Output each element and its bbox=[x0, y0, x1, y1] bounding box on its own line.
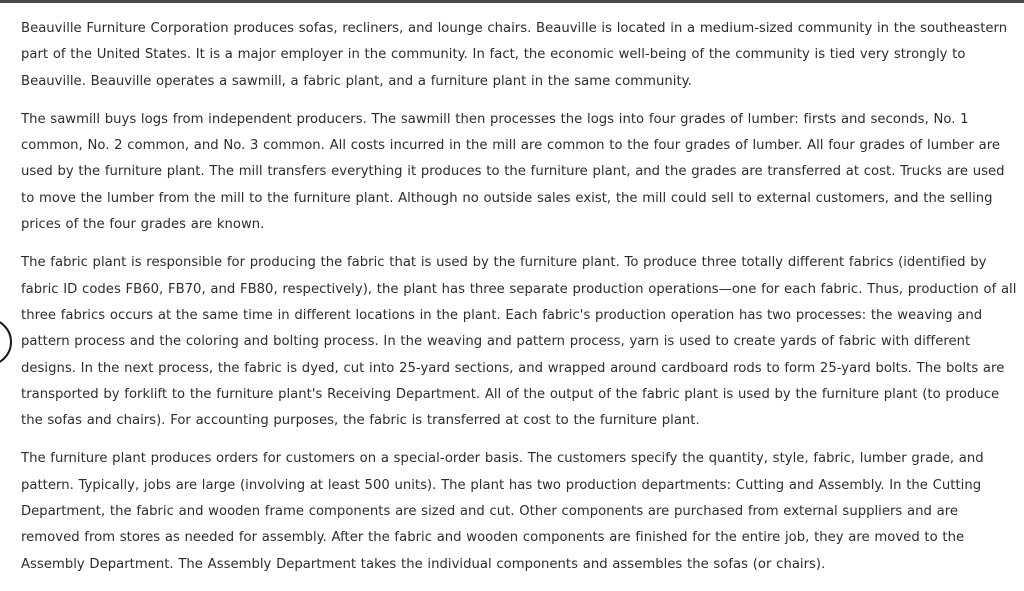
paragraph-fabric-plant: The fabric plant is responsible for producing the fabric that is used by the furniture plant. To produce three totally different fabrics (identified by fabric ID codes FB60, FB70, and FB80, respectively), the plant has three separate production operations—one for each fabric. Thus, production of all three fabrics occurs at the same time in different locations in the plant. Each fabric's production operation has two processes: the weaving and pattern process and the coloring and bolting process. In the weaving and pattern process, yarn is used to create yards of fabric with different designs. In the next process, the fabric is dyed, cut into 25-yard sections, and wrapped around cardboard rods to form 25-yard bolts. The bolts are transported by forklift to the furniture plant's Receiving Department. All of the output of the fabric plant is used by the furniture plant (to produce the sofas and chairs). For accounting purposes, the fabric is transferred at cost to the furniture plant. bbox=[21, 255, 1017, 429]
paragraph-furniture-plant: The furniture plant produces orders for customers on a special-order basis. The customers specify the quantity, style, fabric, lumber grade, and pattern. Typically, jobs are large (involving at least 500 units). The plant has two production departments: Cutting and Assembly. In the Cutting Department, the fabric and wooden frame components are sized and cut. Other components are purchased from external suppliers and are removed from stores as needed for assembly. After the fabric and wooden components are finished for the entire job, they are moved to the Assembly Department. The Assembly Department takes the individual components and assembles the sofas (or chairs). bbox=[21, 451, 984, 572]
top-border bbox=[0, 0, 1024, 3]
document-body bbox=[21, 16, 1021, 590]
scroll-indicator-circle[interactable] bbox=[0, 318, 12, 366]
paragraph-company-overview: Beauville Furniture Corporation produces sofas, recliners, and lounge chairs. Beauville is located in a medium-sized community in the southeastern part of the United States. It is a major employer in the community. In fact, the economic well-being of the community is tied very strongly to Beauville. Beauville operates a sawmill, a fabric plant, and a furniture plant in the same community. bbox=[21, 21, 1008, 89]
paragraph-sawmill: The sawmill buys logs from independent producers. The sawmill then processes the logs into four grades of lumber: firsts and seconds, No. 1 common, No. 2 common, and No. 3 common. All costs incurred in the mill are common to the four grades of lumber. All four grades of lumber are used by the furniture plant. The mill transfers everything it produces to the furniture plant, and the grades are transferred at cost. Trucks are used to move the lumber from the mill to the furniture plant. Although no outside sales exist, the mill could sell to external customers, and the selling prices of the four grades are known. bbox=[21, 111, 1005, 233]
